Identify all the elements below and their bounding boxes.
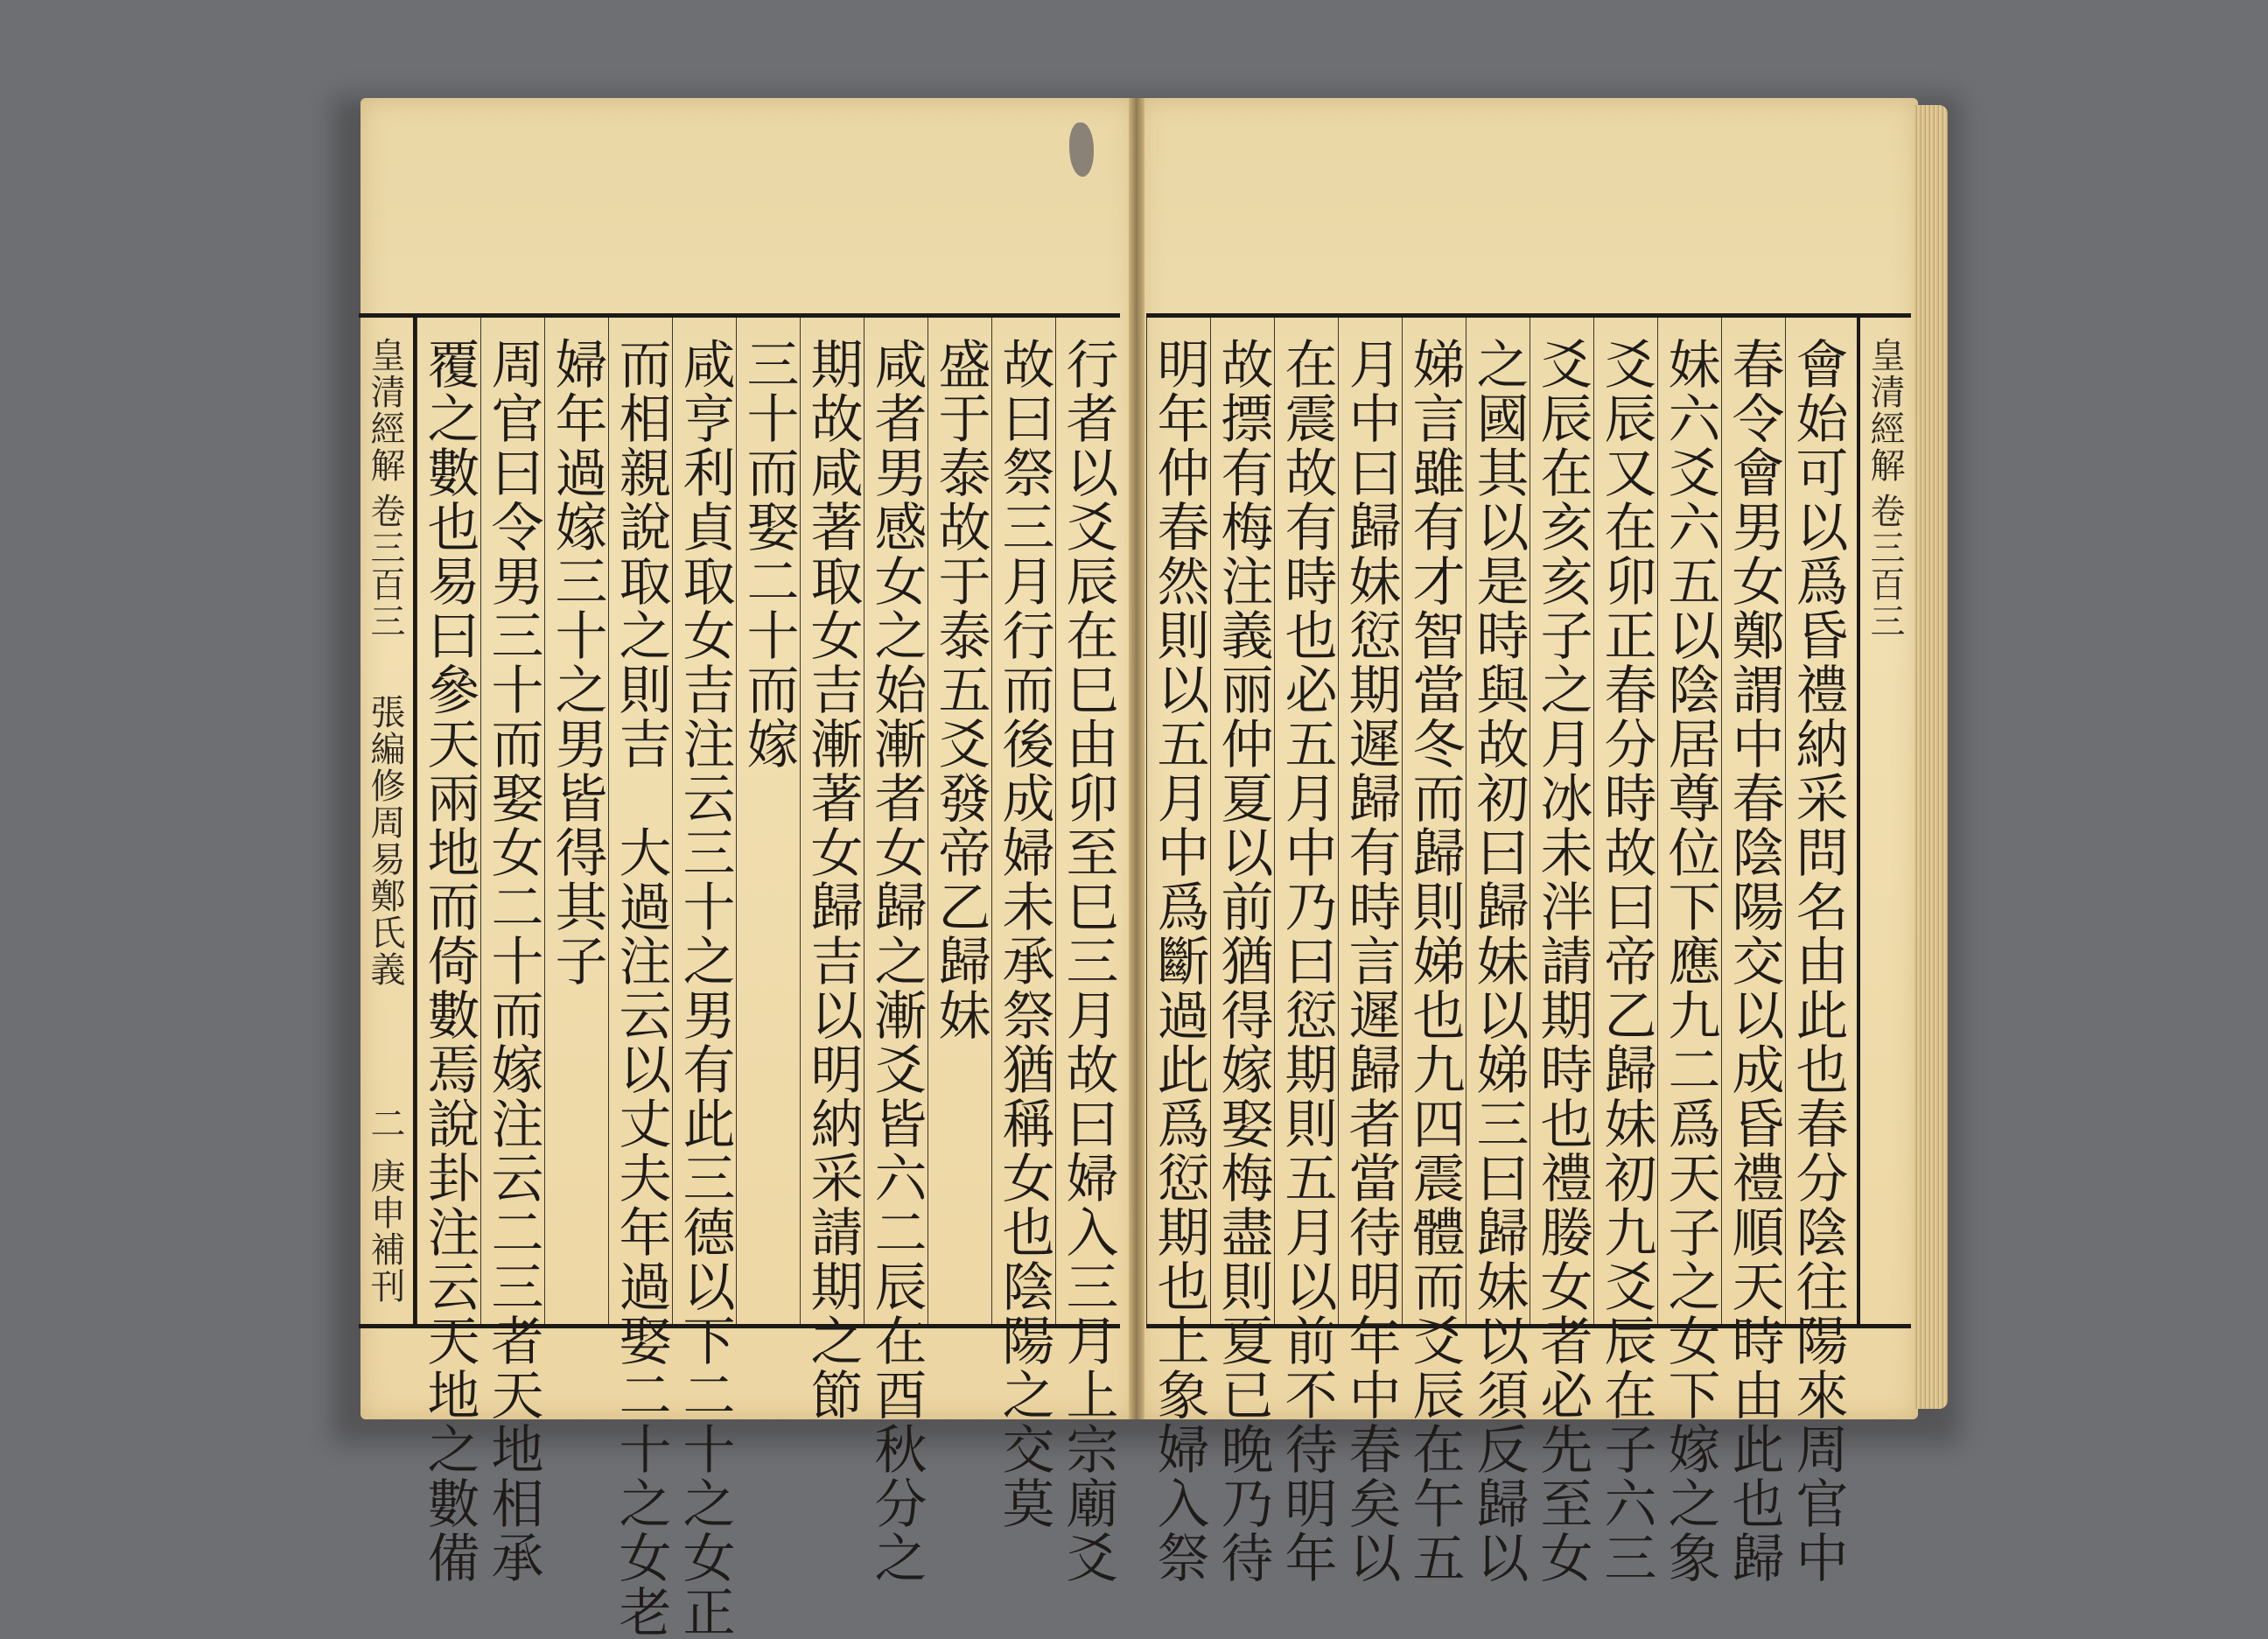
right-page-column-text: 娣言雖有才智當冬而歸則娣也九四震體而爻辰在午五 — [1404, 337, 1466, 1585]
left-page-column-text: 期故咸著取女吉漸著女歸吉以明納采請期之節 — [802, 337, 864, 1422]
left-page-column-text: 故曰祭三月行而後成婦未承祭猶稱女也陰陽之交莫 — [993, 337, 1055, 1530]
right-page-column — [1274, 318, 1338, 1585]
right-page-column — [1657, 318, 1721, 1585]
right-page-column-text: 爻辰又在卯正春分時故曰帝乙歸妹初九爻辰在子六三 — [1595, 337, 1657, 1585]
right-page-column-text: 明年仲春然則以五月中爲斷過此爲愆期也上象婦入祭 — [1148, 337, 1210, 1585]
left-page-column-text: 咸者男感女之始漸者女歸之漸爻皆六二辰在酉秋分之 — [865, 337, 928, 1585]
right-page-column-text: 故摽有梅注義丽仲夏以前猶得嫁娶梅盡則夏已晚乃待 — [1212, 337, 1274, 1585]
right-page-column-text: 月中曰歸妹愆期遲歸有時言遲歸者當待明年中春矣以 — [1340, 337, 1402, 1585]
left-page-column — [928, 318, 991, 1324]
left-page-column — [416, 318, 480, 1585]
right-text-frame — [1146, 313, 1911, 1585]
left-margin-leaf: 二 — [365, 1105, 405, 1142]
page-edges — [1914, 105, 1948, 1409]
right-page-column-text: 在震故有時也必五月中乃曰愆期則五月以前不待明年 — [1276, 337, 1338, 1585]
right-page-column-text: 會始可以爲昏禮納采問名由此也春分陰往陽來周官中 — [1787, 337, 1849, 1585]
left-page-column — [480, 318, 544, 1585]
left-margin-section: 卷三百三 — [365, 493, 405, 640]
right-margin-column — [1860, 318, 1911, 1324]
left-page-column-text: 咸亨利貞取女吉注云三十之男有此三德以下二十之女正 — [674, 337, 736, 1639]
left-margin-column — [359, 318, 413, 1324]
left-page-column — [608, 318, 672, 1639]
right-page-column — [1466, 318, 1530, 1585]
right-page-column-text: 妹六爻六五以陰居尊位下應九二爲天子之女下嫁之象 — [1659, 337, 1721, 1585]
left-margin-title: 皇清經解 — [365, 337, 405, 484]
left-page-column-text: 而相親說取之則吉 大過注云以丈夫年過娶二十之女老 — [610, 337, 672, 1639]
left-page-column — [736, 318, 800, 1324]
left-page-column-text: 周官曰令男三十而娶女二十而嫁注云二三者天地相承 — [482, 337, 544, 1585]
left-page-column — [544, 318, 608, 1324]
right-page-column-text: 爻辰在亥亥子之月冰未泮請期時也禮媵女者必先至女 — [1531, 337, 1593, 1585]
left-page-column-text: 覆之數也易曰參天兩地而倚數焉說卦注云天地之數備 — [418, 337, 480, 1585]
right-page-column-text: 之國其以是時與故初曰歸妹以娣三曰歸妹以須反歸以 — [1467, 337, 1530, 1585]
right-margin-title: 皇清經解 — [1865, 337, 1905, 484]
right-page-column — [1210, 318, 1274, 1585]
left-page-column — [991, 318, 1055, 1530]
right-page-column — [1721, 318, 1785, 1585]
left-page-column — [864, 318, 928, 1585]
left-page-column-text: 行者以爻辰在巳由卯至巳三月故曰婦入三月上宗廟爻 — [1057, 337, 1119, 1585]
left-page-column — [800, 318, 864, 1422]
right-page-column — [1785, 318, 1849, 1585]
left-margin-book: 張編修周易鄭氏義 — [365, 694, 405, 988]
left-text-frame — [359, 313, 1120, 1639]
right-page-column-text: 春令會男女鄭謂中春陰陽交以成昏禮順天時由此也歸 — [1723, 337, 1785, 1585]
paper-stain — [1069, 123, 1094, 177]
right-page-column — [1146, 318, 1210, 1585]
left-page-column — [1055, 318, 1119, 1585]
left-page-column-text: 婦年過嫁三十之男皆得其子 — [546, 337, 608, 988]
right-page-column — [1402, 318, 1466, 1585]
left-margin-note: 庚申補刊 — [365, 1158, 405, 1305]
right-page-column — [1593, 318, 1657, 1585]
right-page-column — [1530, 318, 1593, 1585]
right-page-column — [1338, 318, 1402, 1585]
left-page-column-text: 盛于泰故于泰五爻發帝乙歸妹 — [929, 337, 991, 1042]
right-margin-section: 卷三百三 — [1865, 493, 1905, 640]
left-page-column-text: 三十而娶二十而嫁 — [738, 337, 800, 771]
left-page-column — [672, 318, 736, 1639]
book-gutter — [1129, 98, 1144, 1419]
